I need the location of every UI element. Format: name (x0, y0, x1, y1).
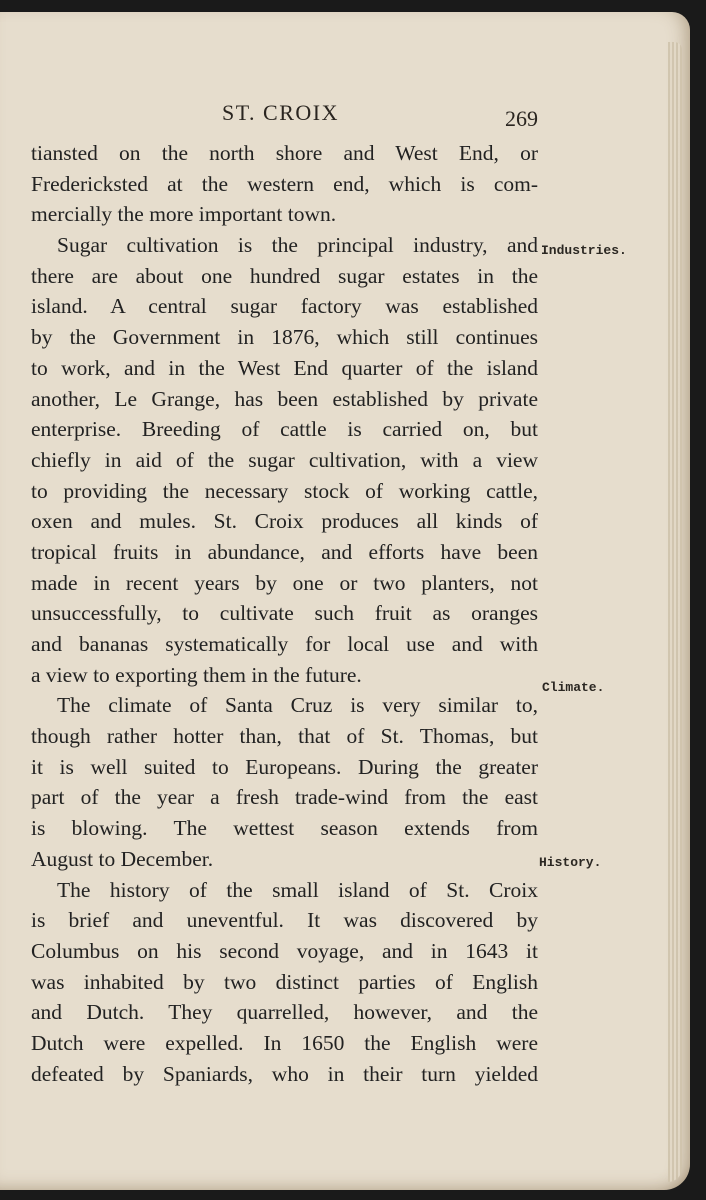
text-line: made in recent years by one or two planters, not (31, 570, 538, 595)
page-number: 269 (505, 106, 538, 131)
text-line: tropical fruits in abundance, and efforts have been (31, 539, 538, 564)
text-line: enterprise. Breeding of cattle is carried on, but (31, 417, 538, 442)
text-line: another, Le Grange, has been established by private (31, 386, 538, 411)
text-line: is brief and uneventful. It was discovered by (31, 908, 538, 933)
page-edge (668, 42, 682, 1182)
text-line: Dutch were expelled. In 1650 the English were (31, 1030, 538, 1055)
text-line: Fredericksted at the western end, which is com- (31, 171, 538, 196)
text-line: The climate of Santa Cruz is very similar to, (57, 693, 538, 718)
text-line: was inhabited by two distinct parties of English (31, 969, 538, 994)
text-line: mercially the more important town. (31, 202, 337, 227)
text-line: is blowing. The wettest season extends from (31, 816, 538, 841)
sidenote-history: History. (539, 855, 602, 870)
text-line: tiansted on the north shore and West End, or (31, 141, 538, 165)
text-line: chiefly in aid of the sugar cultivation, with a view (31, 447, 538, 472)
text-line: to providing the necessary stock of working cattle, (31, 478, 538, 503)
text-line: though rather hotter than, that of St. Thomas, but (31, 724, 538, 749)
text-line: island. A central sugar factory was established (31, 294, 538, 319)
body-text (31, 138, 538, 1089)
text-line: by the Government in 1876, which still continues (31, 325, 538, 350)
text-line: there are about one hundred sugar estates in the (31, 263, 538, 288)
running-title: ST. CROIX (222, 100, 339, 125)
book-page (0, 12, 690, 1190)
text-line: Sugar cultivation is the principal industry, and (57, 233, 538, 258)
sidenote-industries: Industries. (541, 243, 627, 258)
text-line: to work, and in the West End quarter of the island (31, 355, 538, 380)
text-line: unsuccessfully, to cultivate such fruit as oranges (31, 601, 538, 626)
text-line: Columbus on his second voyage, and in 1643 it (31, 938, 538, 963)
text-line: it is well suited to Europeans. During the greater (31, 754, 538, 779)
text-line: defeated by Spaniards, who in their turn yielded (31, 1061, 538, 1086)
text-line: The history of the small island of St. Croix (57, 877, 538, 902)
text-line: part of the year a fresh trade-wind from the east (31, 785, 538, 810)
text-line: August to December. (31, 846, 214, 871)
text-line: oxen and mules. St. Croix produces all kinds of (31, 509, 538, 534)
sidenote-climate: Climate. (542, 680, 605, 695)
page-header (0, 100, 690, 134)
text-line: and Dutch. They quarrelled, however, and the (31, 1000, 538, 1025)
text-line: a view to exporting them in the future. (31, 662, 362, 687)
text-line: and bananas systematically for local use and with (31, 632, 538, 656)
